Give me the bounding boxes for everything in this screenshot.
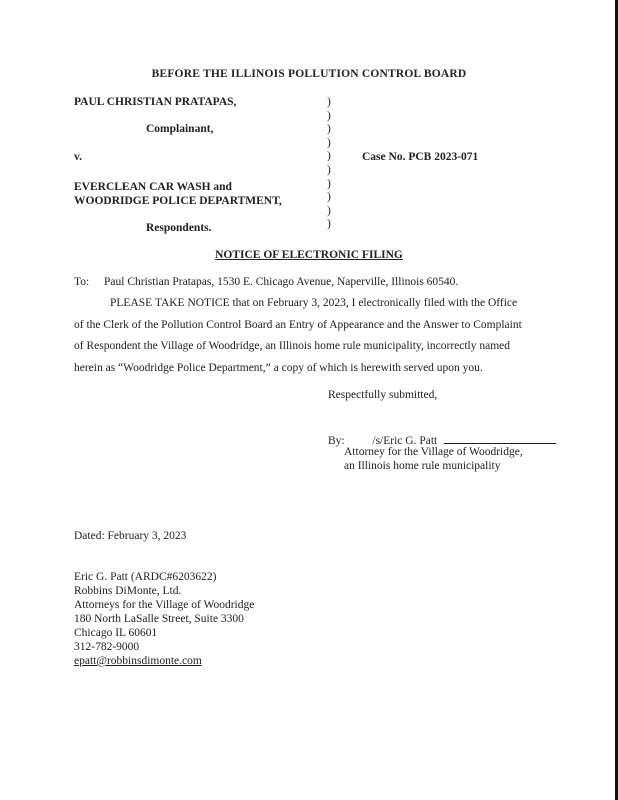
paren: ): [327, 123, 331, 136]
body-line: herein as “Woodridge Police Department,” a copy of which is herewith served upon you.: [74, 362, 483, 374]
contact-name: Eric G. Patt (ARDC#6203622): [74, 571, 217, 583]
contact-city: Chicago IL 60601: [74, 627, 158, 639]
body-line: of Respondent the Village of Woodridge, an Illinois home rule municipality, incorrectly named: [74, 340, 511, 352]
signature-underline: [444, 432, 556, 444]
signature-line: [328, 432, 556, 447]
paren: ): [327, 96, 331, 108]
paren: ): [327, 177, 331, 190]
caption-parentheses: [327, 96, 331, 232]
paren: ): [327, 218, 331, 231]
closing: Respectfully submitted,: [328, 389, 438, 401]
case-number: Case No. PCB 2023-071: [362, 151, 479, 163]
respondent-role: Respondents.: [146, 222, 212, 234]
paren: ): [327, 136, 331, 149]
complainant-role: Complainant,: [146, 123, 214, 135]
to-label: To:: [74, 276, 90, 288]
contact-email-link[interactable]: epatt@robbinsdimonte.com: [74, 655, 202, 667]
contact-street: 180 North LaSalle Street, Suite 3300: [74, 613, 244, 625]
paren: ): [327, 191, 331, 204]
to-recipient: Paul Christian Pratapas, 1530 E. Chicago Avenue, Naperville, Illinois 60540.: [104, 276, 459, 288]
notice-title: NOTICE OF ELECTRONIC FILING: [215, 249, 403, 261]
body-line: PLEASE TAKE NOTICE that on February 3, 2023, I electronically filed with the Office: [110, 297, 518, 309]
signer-title-line-2: an Illinois home rule municipality: [344, 460, 501, 472]
contact-firm: Robbins DiMonte, Ltd.: [74, 585, 182, 597]
paren: ): [327, 150, 331, 163]
body-line: of the Clerk of the Pollution Control Board an Entry of Appearance and the Answer to Complaint: [74, 319, 522, 331]
board-heading: BEFORE THE ILLINOIS POLLUTION CONTROL BOARD: [151, 68, 467, 80]
dated: Dated: February 3, 2023: [74, 530, 187, 542]
respondent-line-1: EVERCLEAN CAR WASH and: [74, 181, 232, 193]
paren: ): [327, 109, 331, 122]
versus: v.: [74, 151, 82, 163]
by-label: By:: [328, 435, 345, 447]
paren: ): [327, 204, 331, 217]
contact-phone: 312-782-9000: [74, 641, 140, 653]
electronic-signature: /s/Eric G. Patt: [372, 435, 438, 447]
respondent-line-2: WOODRIDGE POLICE DEPARTMENT,: [74, 195, 282, 207]
complainant-name: PAUL CHRISTIAN PRATAPAS,: [74, 96, 237, 108]
paren: ): [327, 163, 331, 176]
contact-role: Attorneys for the Village of Woodridge: [74, 599, 255, 611]
signer-title-line-1: Attorney for the Village of Woodridge,: [344, 446, 523, 458]
